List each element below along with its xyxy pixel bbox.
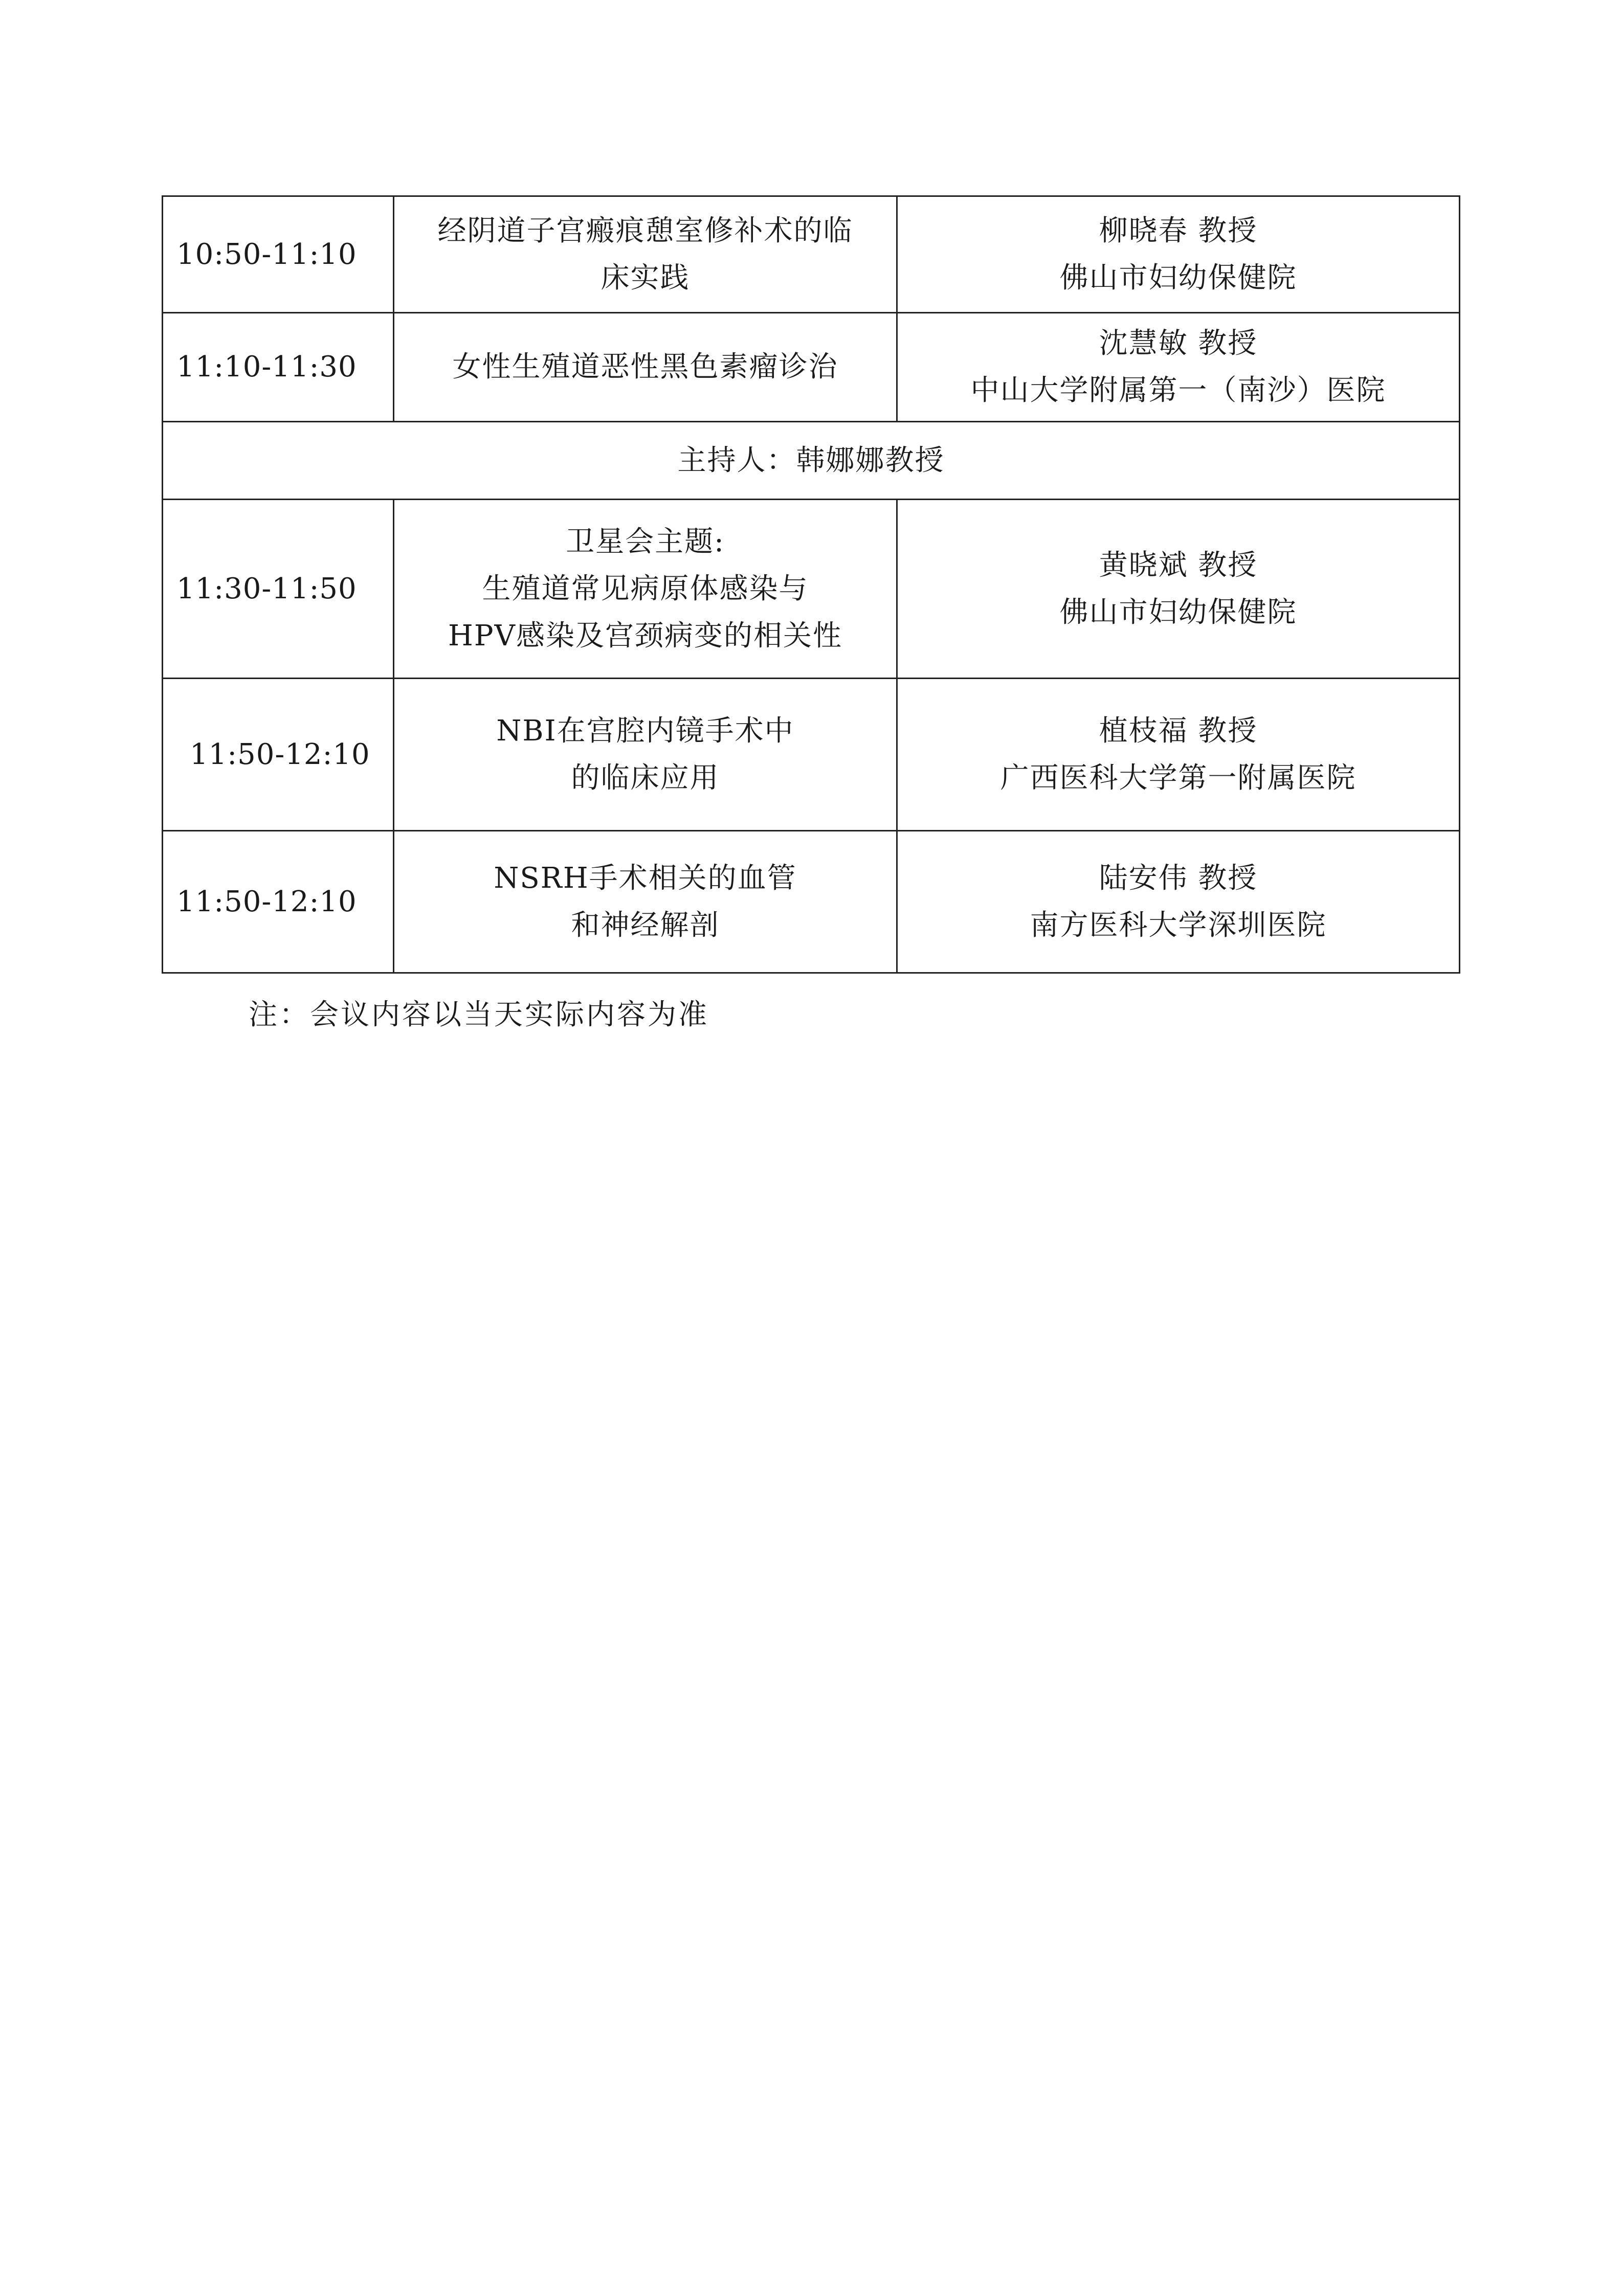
- topic-cell: [394, 500, 897, 679]
- schedule-table: [162, 195, 1460, 974]
- speaker-cell: [897, 196, 1460, 313]
- host-row: [163, 422, 1460, 500]
- topic-line: 的临床应用: [571, 761, 720, 795]
- speaker-institution: 佛山市妇幼保健院: [1059, 261, 1297, 295]
- table-row: [163, 500, 1460, 679]
- topic-cell: [394, 679, 897, 831]
- speaker-cell: [897, 500, 1460, 679]
- speaker-cell: [897, 679, 1460, 831]
- topic-line: 生殖道常见病原体感染与: [482, 572, 809, 605]
- topic-line: HPV感染及宫颈病变的相关性: [448, 619, 842, 652]
- footnote: 注：会议内容以当天实际内容为准: [249, 998, 709, 1031]
- speaker-institution: 南方医科大学深圳医院: [1030, 908, 1327, 942]
- table-row: [163, 196, 1460, 313]
- table-row: [163, 313, 1460, 422]
- time-cell: 11:50-12:10: [163, 679, 394, 831]
- topic-line: NBI在宫腔内镜手术中: [496, 714, 794, 748]
- host-cell: 主持人：韩娜娜教授: [163, 422, 1460, 500]
- topic-cell: [394, 196, 897, 313]
- topic-line: NSRH手术相关的血管: [494, 861, 797, 895]
- speaker-cell: [897, 313, 1460, 422]
- speaker-institution: 佛山市妇幼保健院: [1059, 595, 1297, 629]
- time-cell: 11:10-11:30: [163, 313, 394, 422]
- table-row: [163, 679, 1460, 831]
- topic-line: 经阴道子宫瘢痕憩室修补术的临: [437, 214, 853, 247]
- speaker-name: 柳晓春 教授: [1099, 214, 1258, 247]
- time-cell: 11:30-11:50: [163, 500, 394, 679]
- speaker-name: 陆安伟 教授: [1099, 861, 1258, 895]
- topic-cell: [394, 313, 897, 422]
- topic-line: 女性生殖道恶性黑色素瘤诊治: [452, 350, 838, 384]
- topic-cell: [394, 831, 897, 973]
- speaker-name: 沈慧敏 教授: [1099, 327, 1258, 360]
- time-cell: 10:50-11:10: [163, 196, 394, 313]
- topic-line: 卫星会主题:: [566, 525, 725, 558]
- speaker-institution: 中山大学附属第一（南沙）医院: [970, 374, 1386, 407]
- speaker-name: 植枝福 教授: [1099, 714, 1258, 748]
- topic-line: 和神经解剖: [571, 908, 720, 942]
- table-row: [163, 831, 1460, 973]
- speaker-institution: 广西医科大学第一附属医院: [1000, 761, 1356, 795]
- speaker-cell: [897, 831, 1460, 973]
- topic-line: 床实践: [600, 261, 690, 295]
- speaker-name: 黄晓斌 教授: [1099, 548, 1258, 582]
- time-cell: 11:50-12:10: [163, 831, 394, 973]
